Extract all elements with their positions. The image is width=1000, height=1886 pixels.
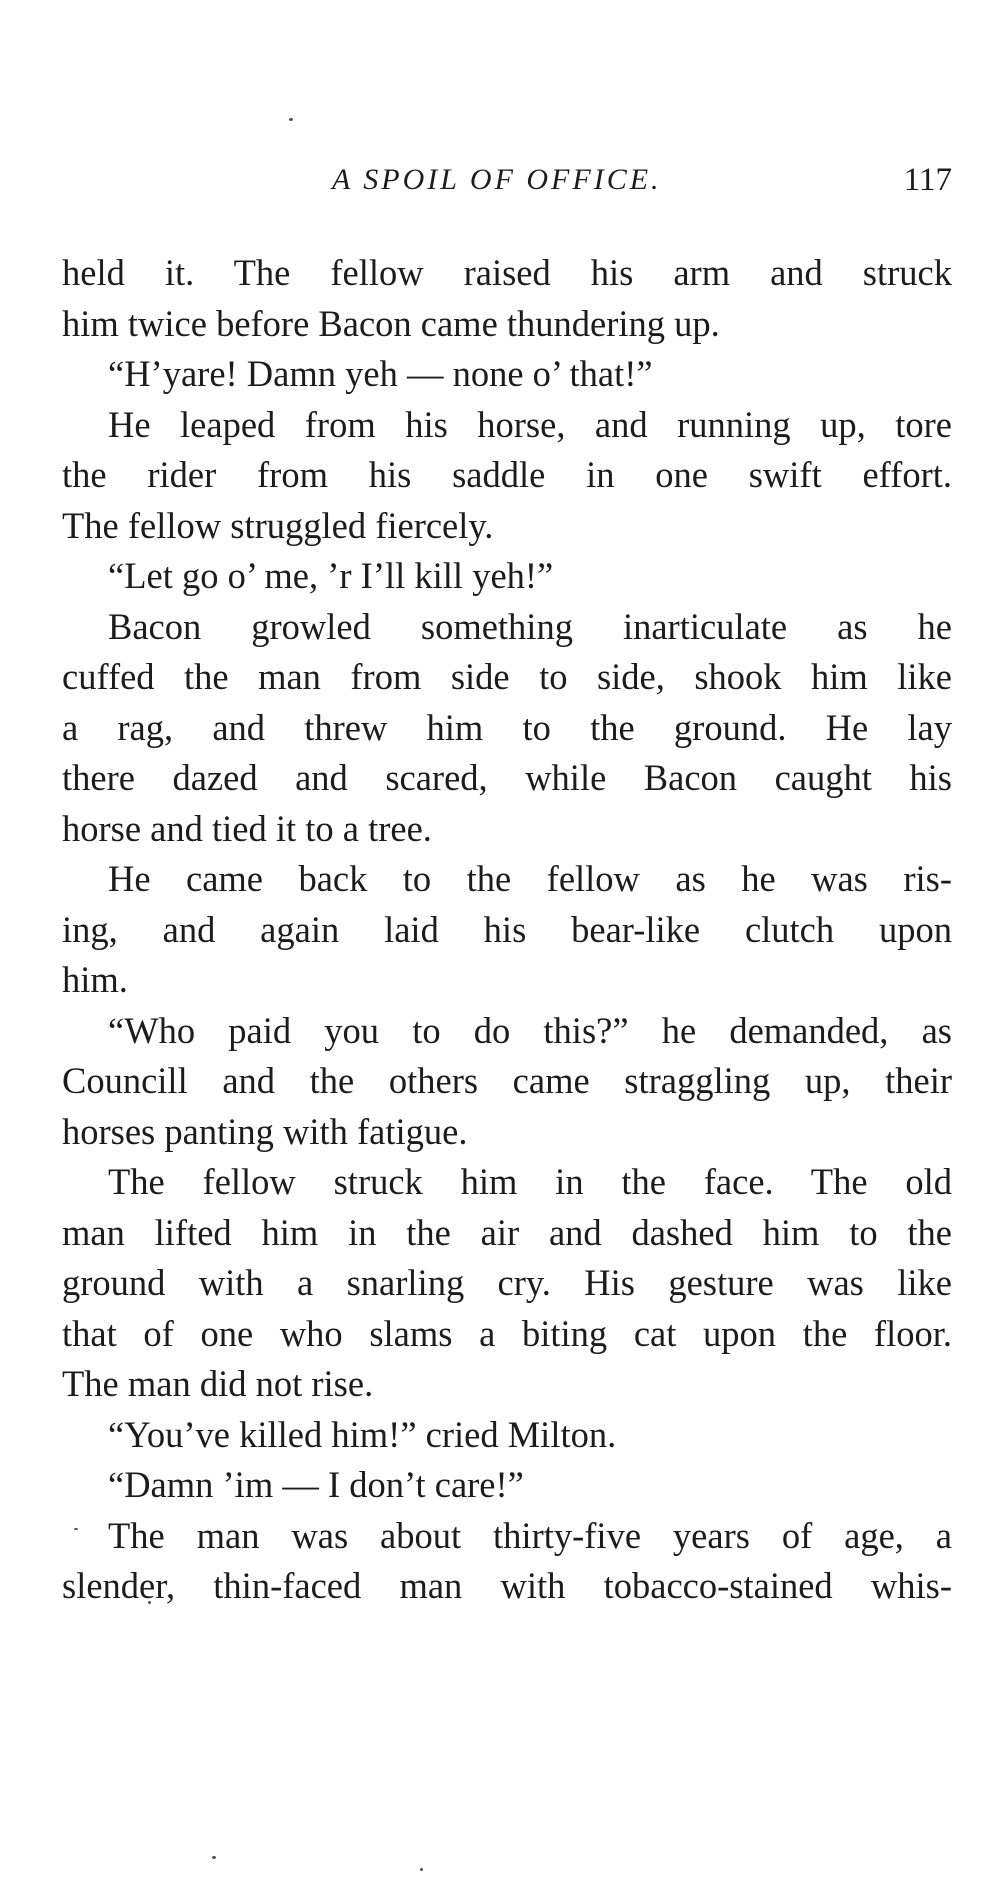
dialogue-line: “H’yare! Damn yeh — none o’ that!”: [108, 353, 653, 394]
dialogue-line: “Let go o’ me, ’r I’ll kill yeh!”: [108, 555, 554, 596]
text-line: Bacon growled something inarticulate as he: [108, 605, 952, 647]
text-line: He leaped from his horse, and running up, tore: [108, 403, 952, 445]
dialogue-line: “Who paid you to do this?” he demanded, as: [108, 1009, 952, 1051]
running-title: A SPOIL OF OFFICE.: [332, 163, 662, 196]
print-speck: [420, 1868, 423, 1871]
text-line: horse and tied it to a tree.: [62, 807, 432, 849]
text-line: cuffed the man from side to side, shook him like: [62, 656, 952, 697]
text-line: Councill and the others came straggling up, their: [62, 1060, 952, 1101]
text-line: him twice before Bacon came thundering up.: [62, 302, 720, 344]
text-line: The man was about thirty-five years of age, a: [108, 1514, 952, 1556]
page-header: [0, 158, 1000, 208]
dialogue-line: “You’ve killed him!” cried Milton.: [108, 1413, 617, 1455]
text-line: slender, thin-faced man with tobacco-stained whis-: [62, 1565, 952, 1606]
body-text: [62, 248, 952, 1612]
text-line: The fellow struggled fiercely.: [62, 504, 494, 546]
text-line: held it. The fellow raised his arm and struck: [62, 252, 952, 293]
dialogue-line: “Damn ’im — I don’t care!”: [108, 1464, 524, 1505]
text-line: there dazed and scared, while Bacon caught his: [62, 757, 952, 798]
print-speck: [289, 118, 293, 121]
text-line: ing, and again laid his bear-like clutch upon: [62, 908, 952, 950]
text-line: horses panting with fatigue.: [62, 1110, 468, 1152]
text-line: The fellow struck him in the face. The old: [108, 1161, 952, 1202]
text-line: ground with a snarling cry. His gesture was like: [62, 1262, 952, 1303]
text-line: that of one who slams a biting cat upon the floor.: [62, 1312, 952, 1354]
text-line: a rag, and threw him to the ground. He lay: [62, 706, 952, 748]
text-line: man lifted him in the air and dashed him to the: [62, 1211, 952, 1253]
text-line: He came back to the fellow as he was ris-: [108, 858, 952, 899]
text-line: the rider from his saddle in one swift effort.: [62, 454, 952, 495]
page-number: 117: [903, 162, 952, 198]
print-speck: [212, 1856, 216, 1859]
text-line: him.: [62, 959, 128, 1000]
text-line: The man did not rise.: [62, 1363, 374, 1404]
